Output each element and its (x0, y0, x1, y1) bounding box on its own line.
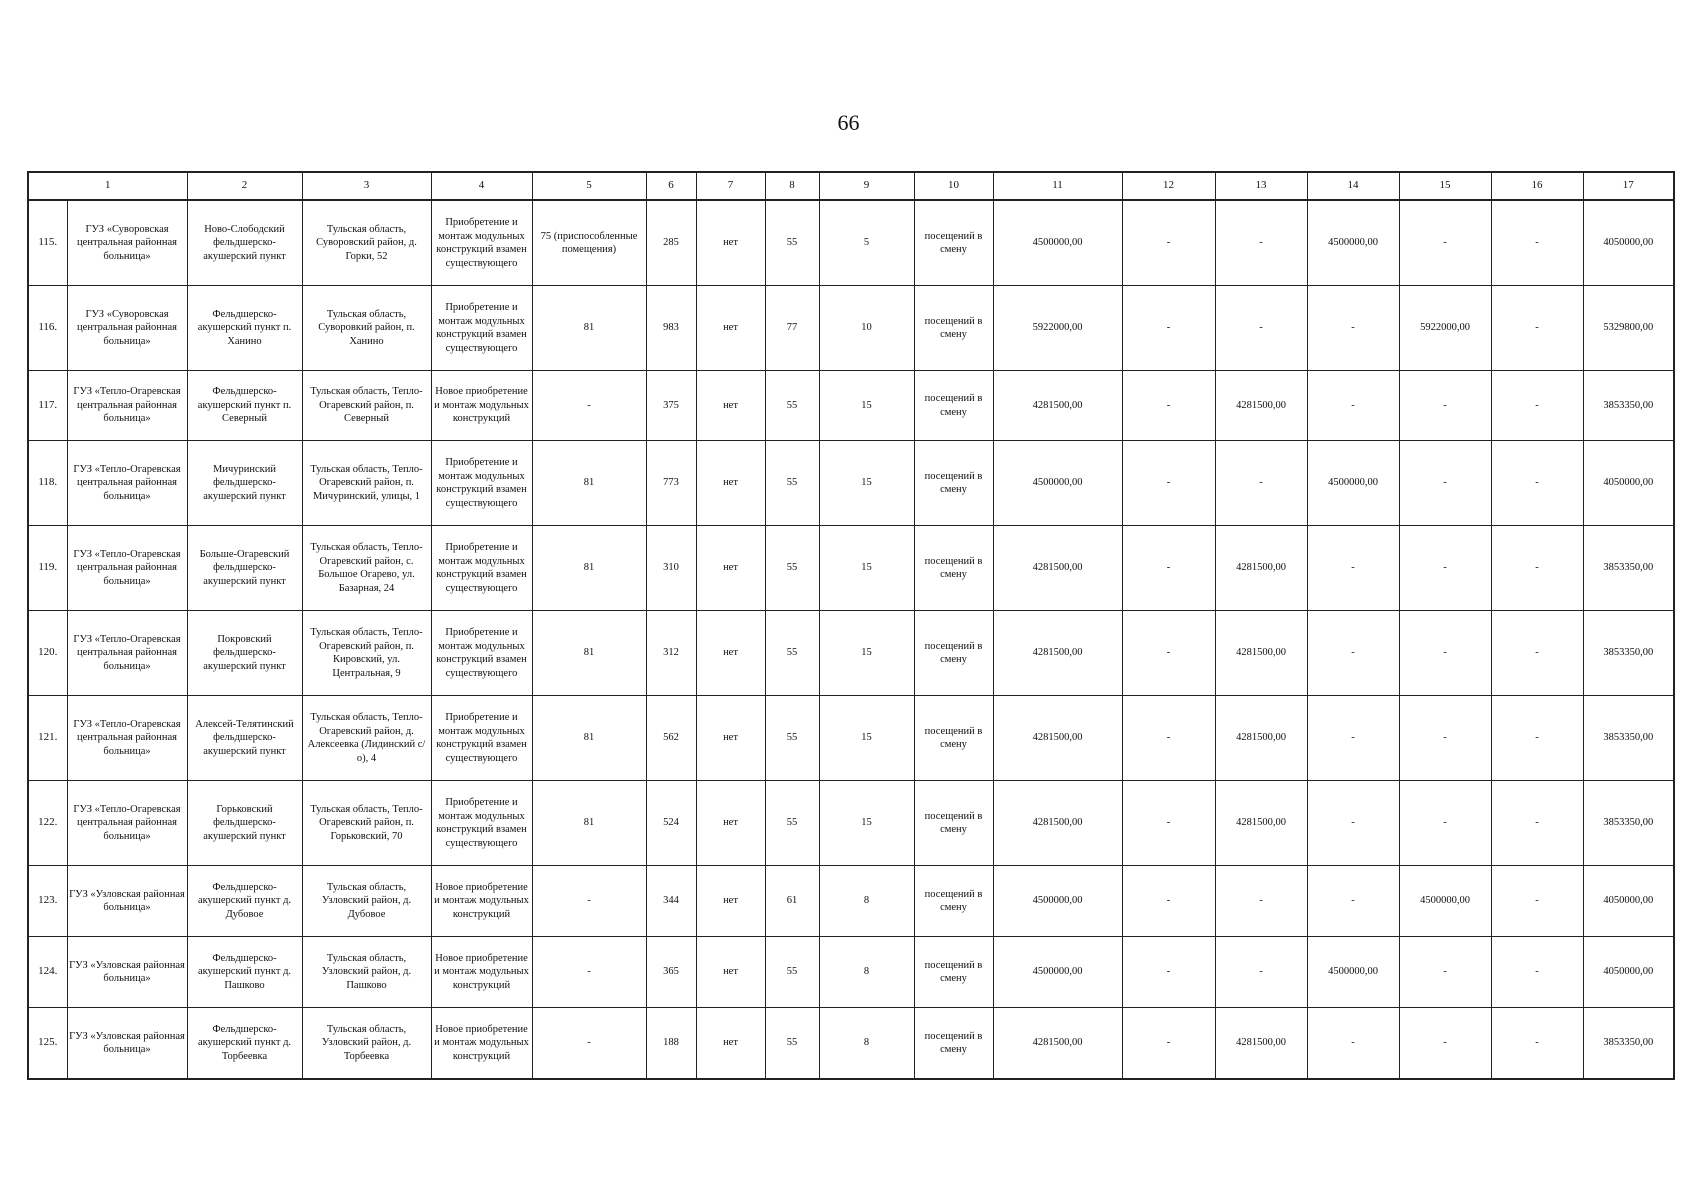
organization-cell: ГУЗ «Суворовская центральная районная больница» (67, 286, 187, 371)
column-header-16: 16 (1491, 172, 1583, 200)
table-row (28, 696, 1674, 781)
facility-name-cell: Ново-Слободский фельдшерско-акушерский пункт (187, 200, 302, 286)
organization-cell: ГУЗ «Тепло-Огаревская центральная районная больница» (67, 526, 187, 611)
row-number: 120. (28, 611, 67, 696)
cell-col13: 4281500,00 (1215, 1008, 1307, 1080)
cell-col12: - (1122, 937, 1215, 1008)
cell-col6: 312 (646, 611, 696, 696)
cell-col10: посещений в смену (914, 866, 993, 937)
cell-col14: - (1307, 526, 1399, 611)
cell-col6: 365 (646, 937, 696, 1008)
facility-name-cell: Мичуринский фельдшерско-акушерский пункт (187, 441, 302, 526)
organization-cell: ГУЗ «Тепло-Огаревская центральная районная больница» (67, 371, 187, 441)
organization-cell: ГУЗ «Узловская районная больница» (67, 1008, 187, 1080)
cell-col12: - (1122, 866, 1215, 937)
cell-col9: 8 (819, 866, 914, 937)
cell-col13: - (1215, 286, 1307, 371)
cell-col9: 15 (819, 696, 914, 781)
cell-col5: 75 (приспособленные помещения) (532, 200, 646, 286)
column-header-14: 14 (1307, 172, 1399, 200)
header-row (28, 172, 1674, 200)
cell-col7: нет (696, 866, 765, 937)
work-type-cell: Новое приобретение и монтаж модульных конструкций (431, 866, 532, 937)
organization-cell: ГУЗ «Суворовская центральная районная больница» (67, 200, 187, 286)
address-cell: Тульская область, Суворовкий район, п. Ханино (302, 286, 431, 371)
table-row (28, 441, 1674, 526)
cell-col15: - (1399, 200, 1491, 286)
work-type-cell: Приобретение и монтаж модульных конструкций взамен существующего (431, 526, 532, 611)
cell-col9: 15 (819, 441, 914, 526)
column-header-5: 5 (532, 172, 646, 200)
address-cell: Тульская область, Тепло-Огаревский район, с. Большое Огарево, ул. Базарная, 24 (302, 526, 431, 611)
cell-col15: - (1399, 781, 1491, 866)
cell-col11: 4281500,00 (993, 526, 1122, 611)
cell-col5: 81 (532, 696, 646, 781)
table-row (28, 286, 1674, 371)
facility-name-cell: Фельдшерско-акушерский пункт п. Северный (187, 371, 302, 441)
cell-col8: 55 (765, 696, 819, 781)
cell-col10: посещений в смену (914, 937, 993, 1008)
cell-col12: - (1122, 441, 1215, 526)
facility-name-cell: Фельдшерско-акушерский пункт д. Дубовое (187, 866, 302, 937)
cell-col13: 4281500,00 (1215, 371, 1307, 441)
cell-col9: 15 (819, 781, 914, 866)
row-number: 121. (28, 696, 67, 781)
column-header-13: 13 (1215, 172, 1307, 200)
cell-col5: - (532, 866, 646, 937)
cell-col7: нет (696, 526, 765, 611)
cell-col6: 375 (646, 371, 696, 441)
column-header-1: 1 (28, 172, 187, 200)
cell-col10: посещений в смену (914, 441, 993, 526)
facility-name-cell: Фельдшерско-акушерский пункт д. Торбеевка (187, 1008, 302, 1080)
organization-cell: ГУЗ «Тепло-Огаревская центральная районная больница» (67, 781, 187, 866)
work-type-cell: Новое приобретение и монтаж модульных конструкций (431, 937, 532, 1008)
cell-col9: 5 (819, 200, 914, 286)
address-cell: Тульская область, Тепло-Огаревский район, п. Мичуринский, улицы, 1 (302, 441, 431, 526)
cell-col9: 10 (819, 286, 914, 371)
table-row (28, 200, 1674, 286)
row-number: 123. (28, 866, 67, 937)
cell-col5: 81 (532, 611, 646, 696)
cell-col15: 4500000,00 (1399, 866, 1491, 937)
column-header-7: 7 (696, 172, 765, 200)
organization-cell: ГУЗ «Тепло-Огаревская центральная районная больница» (67, 696, 187, 781)
cell-col17: 3853350,00 (1583, 371, 1674, 441)
cell-col6: 773 (646, 441, 696, 526)
cell-col14: - (1307, 781, 1399, 866)
cell-col7: нет (696, 286, 765, 371)
cell-col6: 188 (646, 1008, 696, 1080)
work-type-cell: Приобретение и монтаж модульных конструкций взамен существующего (431, 200, 532, 286)
cell-col9: 15 (819, 526, 914, 611)
cell-col13: 4281500,00 (1215, 526, 1307, 611)
cell-col7: нет (696, 200, 765, 286)
cell-col16: - (1491, 611, 1583, 696)
cell-col8: 55 (765, 200, 819, 286)
cell-col10: посещений в смену (914, 696, 993, 781)
cell-col13: - (1215, 441, 1307, 526)
cell-col16: - (1491, 696, 1583, 781)
row-number: 116. (28, 286, 67, 371)
column-header-17: 17 (1583, 172, 1674, 200)
cell-col14: 4500000,00 (1307, 200, 1399, 286)
cell-col11: 4500000,00 (993, 441, 1122, 526)
cell-col7: нет (696, 611, 765, 696)
work-type-cell: Новое приобретение и монтаж модульных конструкций (431, 1008, 532, 1080)
cell-col17: 4050000,00 (1583, 441, 1674, 526)
cell-col13: - (1215, 200, 1307, 286)
cell-col13: 4281500,00 (1215, 611, 1307, 696)
cell-col5: 81 (532, 526, 646, 611)
facility-name-cell: Фельдшерско-акушерский пункт д. Пашково (187, 937, 302, 1008)
cell-col12: - (1122, 696, 1215, 781)
row-number: 125. (28, 1008, 67, 1080)
cell-col11: 4281500,00 (993, 611, 1122, 696)
cell-col17: 4050000,00 (1583, 937, 1674, 1008)
cell-col17: 4050000,00 (1583, 200, 1674, 286)
work-type-cell: Приобретение и монтаж модульных конструкций взамен существующего (431, 441, 532, 526)
organization-cell: ГУЗ «Узловская районная больница» (67, 866, 187, 937)
cell-col12: - (1122, 200, 1215, 286)
address-cell: Тульская область, Тепло-Огаревский район, д. Алексеевка (Лидинский с/о), 4 (302, 696, 431, 781)
cell-col14: - (1307, 286, 1399, 371)
cell-col5: - (532, 371, 646, 441)
cell-col8: 55 (765, 371, 819, 441)
cell-col17: 3853350,00 (1583, 696, 1674, 781)
address-cell: Тульская область, Тепло-Огаревский район, п. Северный (302, 371, 431, 441)
facility-name-cell: Алексей-Телятинский фельдшерско-акушерский пункт (187, 696, 302, 781)
cell-col14: - (1307, 611, 1399, 696)
cell-col10: посещений в смену (914, 371, 993, 441)
cell-col7: нет (696, 781, 765, 866)
row-number: 117. (28, 371, 67, 441)
column-header-15: 15 (1399, 172, 1491, 200)
table-row (28, 866, 1674, 937)
page-number: 66 (837, 110, 860, 135)
work-type-cell: Приобретение и монтаж модульных конструкций взамен существующего (431, 286, 532, 371)
cell-col15: - (1399, 371, 1491, 441)
cell-col15: - (1399, 696, 1491, 781)
row-number: 118. (28, 441, 67, 526)
cell-col11: 4281500,00 (993, 371, 1122, 441)
cell-col11: 5922000,00 (993, 286, 1122, 371)
cell-col13: - (1215, 866, 1307, 937)
cell-col14: 4500000,00 (1307, 937, 1399, 1008)
cell-col10: посещений в смену (914, 200, 993, 286)
address-cell: Тульская область, Тепло-Огаревский район, п. Горьковский, 70 (302, 781, 431, 866)
cell-col8: 61 (765, 866, 819, 937)
facility-name-cell: Больше-Огаревский фельдшерско-акушерский пункт (187, 526, 302, 611)
cell-col6: 344 (646, 866, 696, 937)
cell-col11: 4500000,00 (993, 200, 1122, 286)
facility-name-cell: Покровский фельдшерско-акушерский пункт (187, 611, 302, 696)
cell-col16: - (1491, 526, 1583, 611)
cell-col7: нет (696, 441, 765, 526)
table-body (28, 200, 1674, 1079)
cell-col11: 4500000,00 (993, 866, 1122, 937)
cell-col16: - (1491, 200, 1583, 286)
cell-col16: - (1491, 866, 1583, 937)
cell-col11: 4281500,00 (993, 696, 1122, 781)
address-cell: Тульская область, Узловский район, д. Пашково (302, 937, 431, 1008)
cell-col7: нет (696, 937, 765, 1008)
cell-col7: нет (696, 696, 765, 781)
cell-col17: 3853350,00 (1583, 611, 1674, 696)
column-header-4: 4 (431, 172, 532, 200)
address-cell: Тульская область, Суворовский район, д. Горки, 52 (302, 200, 431, 286)
organization-cell: ГУЗ «Тепло-Огаревская центральная районная больница» (67, 441, 187, 526)
cell-col6: 524 (646, 781, 696, 866)
cell-col6: 562 (646, 696, 696, 781)
cell-col11: 4281500,00 (993, 781, 1122, 866)
cell-col14: - (1307, 1008, 1399, 1080)
cell-col12: - (1122, 611, 1215, 696)
cell-col15: - (1399, 526, 1491, 611)
column-header-11: 11 (993, 172, 1122, 200)
cell-col10: посещений в смену (914, 526, 993, 611)
cell-col16: - (1491, 441, 1583, 526)
cell-col15: - (1399, 611, 1491, 696)
table-row (28, 1008, 1674, 1080)
column-header-12: 12 (1122, 172, 1215, 200)
table-row (28, 611, 1674, 696)
cell-col12: - (1122, 781, 1215, 866)
cell-col16: - (1491, 286, 1583, 371)
column-header-3: 3 (302, 172, 431, 200)
cell-col8: 77 (765, 286, 819, 371)
cell-col17: 3853350,00 (1583, 781, 1674, 866)
column-header-6: 6 (646, 172, 696, 200)
cell-col5: 81 (532, 781, 646, 866)
cell-col14: - (1307, 696, 1399, 781)
cell-col11: 4281500,00 (993, 1008, 1122, 1080)
cell-col9: 8 (819, 1008, 914, 1080)
work-type-cell: Приобретение и монтаж модульных конструкций взамен существующего (431, 696, 532, 781)
cell-col13: 4281500,00 (1215, 781, 1307, 866)
cell-col12: - (1122, 371, 1215, 441)
row-number: 122. (28, 781, 67, 866)
row-number: 115. (28, 200, 67, 286)
cell-col5: 81 (532, 286, 646, 371)
cell-col16: - (1491, 1008, 1583, 1080)
cell-col14: - (1307, 866, 1399, 937)
organization-cell: ГУЗ «Узловская районная больница» (67, 937, 187, 1008)
work-type-cell: Приобретение и монтаж модульных конструкций взамен существующего (431, 611, 532, 696)
cell-col17: 3853350,00 (1583, 1008, 1674, 1080)
cell-col12: - (1122, 286, 1215, 371)
cell-col7: нет (696, 1008, 765, 1080)
column-header-10: 10 (914, 172, 993, 200)
cell-col5: 81 (532, 441, 646, 526)
cell-col10: посещений в смену (914, 1008, 993, 1080)
row-number: 119. (28, 526, 67, 611)
cell-col8: 55 (765, 526, 819, 611)
cell-col13: 4281500,00 (1215, 696, 1307, 781)
cell-col5: - (532, 1008, 646, 1080)
column-header-8: 8 (765, 172, 819, 200)
cell-col17: 5329800,00 (1583, 286, 1674, 371)
cell-col6: 285 (646, 200, 696, 286)
cell-col14: - (1307, 371, 1399, 441)
cell-col15: - (1399, 937, 1491, 1008)
cell-col10: посещений в смену (914, 781, 993, 866)
work-type-cell: Новое приобретение и монтаж модульных конструкций (431, 371, 532, 441)
cell-col8: 55 (765, 781, 819, 866)
organization-cell: ГУЗ «Тепло-Огаревская центральная районная больница» (67, 611, 187, 696)
cell-col12: - (1122, 526, 1215, 611)
cell-col16: - (1491, 781, 1583, 866)
cell-col9: 15 (819, 371, 914, 441)
cell-col8: 55 (765, 1008, 819, 1080)
cell-col8: 55 (765, 611, 819, 696)
table-row (28, 371, 1674, 441)
cell-col14: 4500000,00 (1307, 441, 1399, 526)
cell-col6: 983 (646, 286, 696, 371)
table-row (28, 526, 1674, 611)
cell-col11: 4500000,00 (993, 937, 1122, 1008)
cell-col16: - (1491, 937, 1583, 1008)
cell-col17: 4050000,00 (1583, 866, 1674, 937)
facility-name-cell: Фельдшерско-акушерский пункт п. Ханино (187, 286, 302, 371)
cell-col9: 15 (819, 611, 914, 696)
cell-col6: 310 (646, 526, 696, 611)
facility-name-cell: Горьковский фельдшерско-акушерский пункт (187, 781, 302, 866)
cell-col15: 5922000,00 (1399, 286, 1491, 371)
cell-col10: посещений в смену (914, 611, 993, 696)
cell-col12: - (1122, 1008, 1215, 1080)
cell-col13: - (1215, 937, 1307, 1008)
cell-col8: 55 (765, 441, 819, 526)
table-row (28, 781, 1674, 866)
row-number: 124. (28, 937, 67, 1008)
work-type-cell: Приобретение и монтаж модульных конструкций взамен существующего (431, 781, 532, 866)
cell-col15: - (1399, 1008, 1491, 1080)
table-header (28, 172, 1674, 200)
cell-col15: - (1399, 441, 1491, 526)
cell-col9: 8 (819, 937, 914, 1008)
cell-col7: нет (696, 371, 765, 441)
cell-col5: - (532, 937, 646, 1008)
address-cell: Тульская область, Тепло-Огаревский район, п. Кировский, ул. Центральная, 9 (302, 611, 431, 696)
facilities-table (27, 171, 1675, 1080)
cell-col16: - (1491, 371, 1583, 441)
address-cell: Тульская область, Узловский район, д. Дубовое (302, 866, 431, 937)
cell-col8: 55 (765, 937, 819, 1008)
table-row (28, 937, 1674, 1008)
column-header-2: 2 (187, 172, 302, 200)
cell-col10: посещений в смену (914, 286, 993, 371)
address-cell: Тульская область, Узловский район, д. Торбеевка (302, 1008, 431, 1080)
column-header-9: 9 (819, 172, 914, 200)
cell-col17: 3853350,00 (1583, 526, 1674, 611)
